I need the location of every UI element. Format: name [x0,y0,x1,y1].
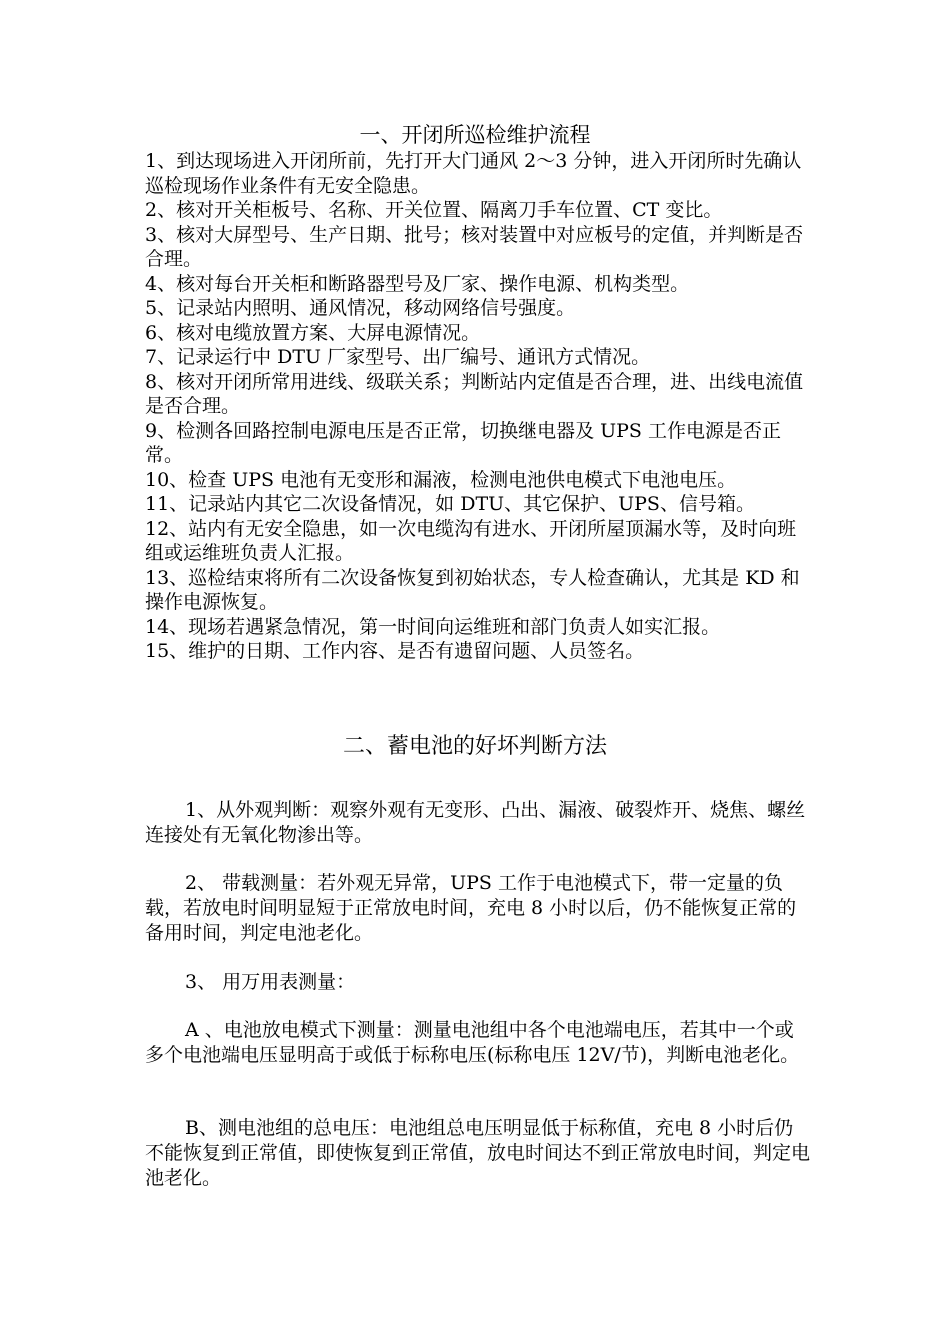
paragraph-discharge-mode: A 、电池放电模式下测量：测量电池组中各个电池端电压，若其中一个或多个电池端电压显明高于或低于标称电压(标称电压 12V/节)，判断电池老化。 [145,1019,800,1066]
list-item: 2、核对开关柜板号、名称、开关位置、隔离刀手车位置、CT 变比。 [145,199,723,221]
paragraph-load-test: 2、 带载测量：若外观无异常，UPS 工作于电池模式下，带一定量的负载，若放电时间明显短于正常放电时间，充电 8 小时以后，仍不能恢复正常的备用时间，判定电池老化。 [145,872,797,944]
list-item: 14、现场若遇紧急情况，第一时间向运维班和部门负责人如实汇报。 [145,615,721,638]
list-item: 1、到达现场进入开闭所前，先打开大门通风 2～3 分钟，进入开闭所时先确认巡检现场作业条件有无安全隐患。 [145,150,802,197]
list-item: 13、巡检结束将所有二次设备恢复到初始状态，专人检查确认，尤其是 KD 和操作电源恢复。 [145,566,800,613]
section2-title: 二、蓄电池的好坏判断方法 [342,734,607,759]
list-item: 8、核对开闭所常用进线、级联关系；判断站内定值是否合理，进、出线电流值是否合理。 [145,370,804,417]
list-item: 15、维护的日期、工作内容、是否有遗留问题、人员签名。 [145,640,645,662]
list-item: 4、核对每台开关柜和断路器型号及厂家、操作电源、机构类型。 [145,272,690,295]
list-item: 10、检查 UPS 电池有无变形和漏液，检测电池供电模式下电池电压。 [145,468,737,491]
section1-title: 一、开闭所巡检维护流程 [359,123,591,147]
list-item: 3、核对大屏型号、生产日期、批号；核对装置中对应板号的定值，并判断是否合理。 [145,223,804,270]
list-item: 12、站内有无安全隐患，如一次电缆沟有进水、开闭所屋顶漏水等，及时向班组或运维班负责人汇报。 [145,517,797,564]
list-item: 6、核对电缆放置方案、大屏电源情况。 [145,321,481,344]
list-item: 11、记录站内其它二次设备情况，如 DTU、其它保护、UPS、信号箱。 [145,493,755,515]
paragraph-multimeter-heading: 3、 用万用表测量： [185,971,356,993]
list-item: 5、记录站内照明、通风情况，移动网络信号强度。 [145,297,576,319]
list-item: 7、记录运行中 DTU 厂家型号、出厂编号、通讯方式情况。 [145,346,651,368]
paragraph-appearance-check: 1、从外观判断：观察外观有无变形、凸出、漏液、破裂炸开、烧焦、螺丝连接处有无氧化物渗出等。 [145,799,806,846]
section1-list [145,149,810,664]
list-item: 9、检测各回路控制电源电压是否正常，切换继电器及 UPS 工作电源是否正常。 [145,419,781,466]
paragraph-total-voltage: B、测电池组的总电压：电池组总电压明显低于标称值，充电 8 小时后仍不能恢复到正常值，即使恢复到正常值，放电时间达不到正常放电时间，判定电池老化。 [145,1117,811,1189]
